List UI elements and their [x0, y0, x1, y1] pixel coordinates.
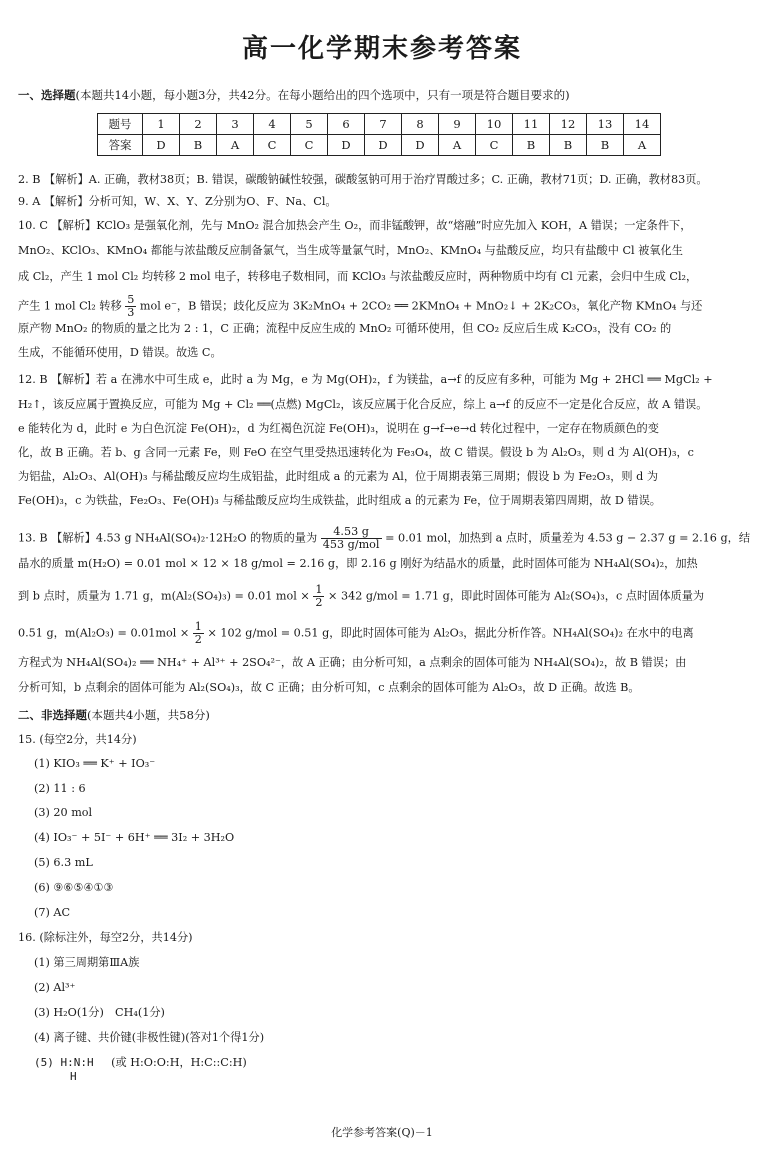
table-header-answer: 答案: [98, 135, 143, 156]
q16-answer: (1) 第三周期第ⅢA族: [34, 956, 140, 969]
q16-answer-electron-formula: [34, 1056, 247, 1070]
q15-heading: 15. (每空2分，共14分): [18, 733, 137, 746]
explanation-q13-line: 0.51 g，m(Al₂O₃) = 0.01mol × $\frac{1}{2}$ × 102 g/mol = 0.51 g，即此时固体可能为 Al₂O₃，据此分析作答。NH₄Al(SO₄)₂ 在水中的电离: [18, 620, 694, 646]
explanation-q13-line: 方程式为 NH₄Al(SO₄)₂ ══ NH₄⁺ + Al³⁺ + 2SO₄²⁻，故 A 正确；由分析可知，a 点剩余的固体可能为 NH₄Al(SO₄)₂，故 B 错误；由: [18, 656, 687, 669]
q15-answer: (2) 11 : 6: [34, 782, 86, 795]
q15-answer: (7) AC: [34, 906, 71, 919]
table-row-numbers: 题号 1 2 3 4 5 6 7 8 9 10 11 12 13 14: [98, 114, 661, 135]
page-footer: 化学参考答案(Q)－1: [331, 1126, 433, 1139]
q16-heading: 16. (除标注外，每空2分，共14分): [18, 931, 193, 944]
fraction-five-thirds: $\frac{5}{3}$: [127, 293, 135, 319]
explanation-q12-line: 12. B 【解析】若 a 在沸水中可生成 e，此时 a 为 Mg，e 为 Mg(OH)₂，f 为镁盐，a→f 的反应有多种，可能为 Mg + 2HCl ══ MgCl₂ +: [18, 373, 713, 386]
explanation-q10-line: 10. C 【解析】KClO₃ 是强氧化剂，先与 MnO₂ 混合加热会产生 O₂，而非锰酸钾，故“熔融”时应先加入 KOH，A 错误；一定条件下，: [18, 219, 692, 232]
explanation-q10-line: 生成，不能循环使用，D 错误。故选 C。: [18, 346, 222, 359]
section-2-note: (本题共4小题，共58分): [87, 708, 210, 722]
explanation-q13-line: 分析可知，b 点剩余的固体可能为 Al₂(SO₄)₃，故 C 正确；由分析可知，c 点剩余的固体可能为 Al₂O₃，故 D 正确。故选 B。: [18, 681, 640, 694]
ammonia-electron-formula: (5) H:N:H: [34, 1056, 94, 1069]
alternative-electron-formulas: (或 H:O:O:H，H:C::C:H): [111, 1056, 247, 1069]
q15-answer: (1) KIO₃ ══ K⁺ + IO₃⁻: [34, 757, 156, 770]
table-header-number: 题号: [98, 114, 143, 135]
q15-answer: (5) 6.3 mL: [34, 856, 93, 869]
q15-answer: (3) 20 mol: [34, 806, 93, 819]
section-1-note: (本题共14小题，每小题3分，共42分。在每小题给出的四个选项中，只有一项是符合题目要求的): [75, 88, 570, 102]
explanation-q12-line: H₂↑，该反应属于置换反应，可能为 Mg + Cl₂ ══(点燃) MgCl₂，该反应属于化合反应，综上 a→f 的反应不一定是化合反应，故 A 错误。: [18, 398, 708, 411]
ammonia-bottom-hydrogen: H: [70, 1070, 77, 1083]
explanation-q13-line: 晶水的质量 m(H₂O) = 0.01 mol × 12 × 18 g/mol = 2.16 g，即 2.16 g 刚好为结晶水的质量，此时固体可能为 NH₄Al(SO₄)₂，加热: [18, 557, 698, 570]
fraction-half: $\frac{1}{2}$: [194, 620, 202, 646]
explanation-q9: 9. A 【解析】分析可知，W、X、Y、Z分别为O、F、Na、Cl。: [18, 195, 337, 208]
q16-answer: (3) H₂O(1分) CH₄(1分): [34, 1006, 165, 1019]
answer-table: [97, 113, 661, 156]
explanation-q13-line: 到 b 点时，质量为 1.71 g，m(Al₂(SO₄)₃) = 0.01 mol × $\frac{1}{2}$ × 342 g/mol = 1.71 g，即此时固体可能为 Al₂(SO₄)₃，c 点时固体质量为: [18, 583, 705, 609]
explanation-q12-line: 为铝盐，Al₂O₃、Al(OH)₃ 与稀盐酸反应均生成铝盐，此时组成 a 的元素为 Al，位于周期表第三周期；假设 b 为 Fe₂O₃，则 d 为: [18, 470, 659, 483]
section-2-heading: 二、非选择题(本题共4小题，共58分): [18, 708, 210, 722]
explanation-q10-line: 原产物 MnO₂ 的物质的量之比为 2 : 1，C 正确；流程中反应生成的 MnO₂ 可循环使用，但 CO₂ 反应后生成 K₂CO₃，没有 CO₂ 的: [18, 322, 672, 335]
q15-answer: (6) ⑨⑥⑤④①③: [34, 881, 114, 894]
fraction-molar: $\frac{4.53 g}{\text{453 g/mol}}$: [322, 525, 380, 551]
explanation-q10-line: 产生 1 mol Cl₂ 转移 $\frac{5}{3}$ mol e⁻，B 错误；歧化反应为 3K₂MnO₄ + 2CO₂ ══ 2KMnO₄ + MnO₂↓ + 2K₂CO₃，氧化产物 KMnO₄ 与还: [18, 293, 703, 319]
explanation-q12-line: 化，故 B 正确。若 b、g 含同一元素 Fe，则 FeO 在空气里受热迅速转化为 Fe₃O₄，故 C 错误。假设 b 为 Al₂O₃，则 d 为 Al(OH)₃，c: [18, 446, 694, 459]
table-row-answers: 答案 D B A C C D D D A C B B B A: [98, 135, 661, 156]
fraction-half: $\frac{1}{2}$: [315, 583, 323, 609]
page-title: 高一化学期末参考答案: [241, 34, 522, 64]
explanation-q10-line: 成 Cl₂，产生 1 mol Cl₂ 均转移 2 mol 电子，转移电子数相同，而 KClO₃ 与浓盐酸反应时，两种物质中均有 Cl 元素，会归中生成 Cl₂，: [18, 270, 698, 283]
explanation-q12-line: e 能转化为 d，此时 e 为白色沉淀 Fe(OH)₂，d 为红褐色沉淀 Fe(OH)₃，说明在 g→f→e→d 转化过程中，一定存在物质颜色的变: [18, 422, 659, 435]
explanation-q13-line: 13. B 【解析】4.53 g NH₄Al(SO₄)₂·12H₂O 的物质的量为 $\frac{4.53 g}{\text{453 g/mol}}$ = 0.01 mol，加热到 a 点时，质量差为 4.53 g − 2.37 g = 2.16 g，结: [18, 525, 751, 551]
q15-answer: (4) IO₃⁻ + 5I⁻ + 6H⁺ ══ 3I₂ + 3H₂O: [34, 831, 235, 844]
section-1-heading: 一、选择题(本题共14小题，每小题3分，共42分。在每小题给出的四个选项中，只有一项是符合题目要求的): [18, 88, 570, 102]
explanation-q10-line: MnO₂、KClO₃、KMnO₄ 都能与浓盐酸反应制备氯气，当生成等量氯气时，MnO₂、KMnO₄ 与盐酸反应，均只有盐酸中 Cl 被氧化生: [18, 244, 683, 257]
explanation-q12-line: Fe(OH)₃，c 为铁盐，Fe₂O₃、Fe(OH)₃ 与稀盐酸反应均生成铁盐，此时组成 a 的元素为 Fe，位于周期表第四周期，故 D 错误。: [18, 494, 661, 507]
explanation-q2: 2. B 【解析】A. 正确，教材38页；B. 错误，碳酸钠碱性较强，碳酸氢钠可用于治疗胃酸过多；C. 正确，教材71页；D. 正确，教材83页。: [18, 173, 708, 186]
q16-answer: (2) Al³⁺: [34, 981, 76, 994]
q16-answer: (4) 离子键、共价键(非极性键)(答对1个得1分): [34, 1031, 265, 1044]
